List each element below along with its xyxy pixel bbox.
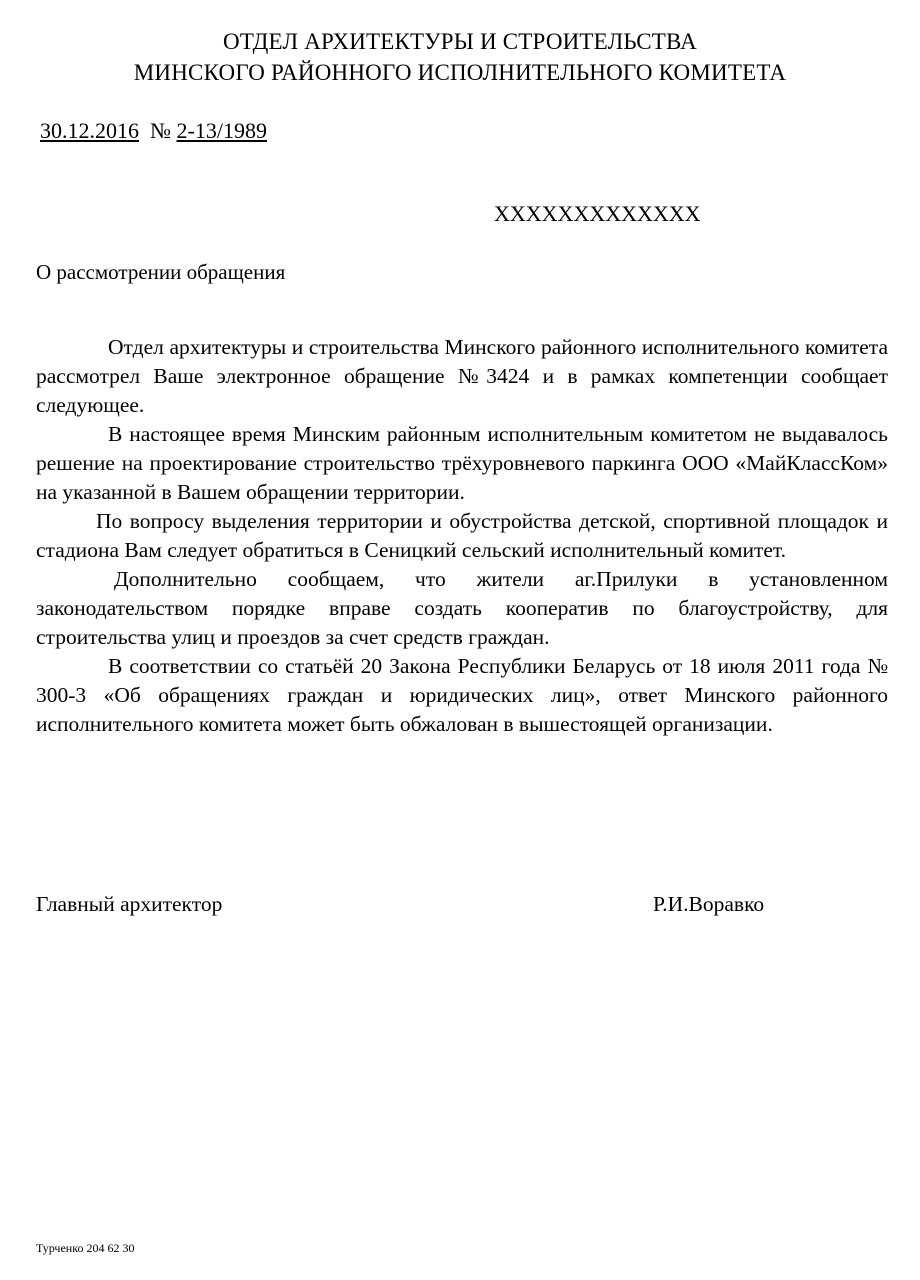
signatory-title: Главный архитектор xyxy=(36,892,223,916)
registration-date: 30.12.2016 xyxy=(40,118,139,143)
letter-body xyxy=(36,333,888,739)
body-paragraph: Отдел архитектуры и строительства Минского районного исполнительного комитета рассмотрел Ваше электронное обращение №3424 и в рамках компетенции сообщает следующее. xyxy=(36,335,888,417)
body-paragraph: Дополнительно сообщаем, что жители аг.Прилуки в установленном законодательством порядке вправе создать кооператив по благоустройству, для строительства улиц и проездов за счет средств граждан. xyxy=(36,567,888,649)
registration-line xyxy=(40,117,267,145)
registration-number: 2-13/1989 xyxy=(176,118,267,143)
body-paragraph: В настоящее время Минским районным исполнительным комитетом не выдавалось решение на проектирование строительство трёхуровневого паркинга ООО «МайКлассКом» на указанной в Вашем обращении территории. xyxy=(36,422,888,504)
registration-number-sign: № xyxy=(150,118,171,143)
subject-line: О рассмотрении обращения xyxy=(36,260,286,284)
letterhead-line-1: ОТДЕЛ АРХИТЕКТУРЫ И СТРОИТЕЛЬСТВА xyxy=(223,29,697,54)
addressee: ХХХХХХХХХХХХХ xyxy=(494,201,701,226)
letterhead xyxy=(0,26,920,88)
signatory-name: Р.И.Воравко xyxy=(653,892,765,916)
body-paragraph: В соответствии со статьёй 20 Закона Республики Беларусь от 18 июля 2011 года № 300-3 «Об обращениях граждан и юридических лиц», ответ Минского районного исполнительного комитета может быть обжалован в вышестоящей организации. xyxy=(36,654,888,736)
executor-contact: Турченко 204 62 30 xyxy=(36,1241,135,1255)
body-paragraph: По вопросу выделения территории и обустройства детской, спортивной площадок и стадиона Вам следует обратиться в Сеницкий сельский исполнительный комитет. xyxy=(36,509,888,562)
letterhead-line-2: МИНСКОГО РАЙОННОГО ИСПОЛНИТЕЛЬНОГО КОМИТЕТА xyxy=(133,60,787,85)
